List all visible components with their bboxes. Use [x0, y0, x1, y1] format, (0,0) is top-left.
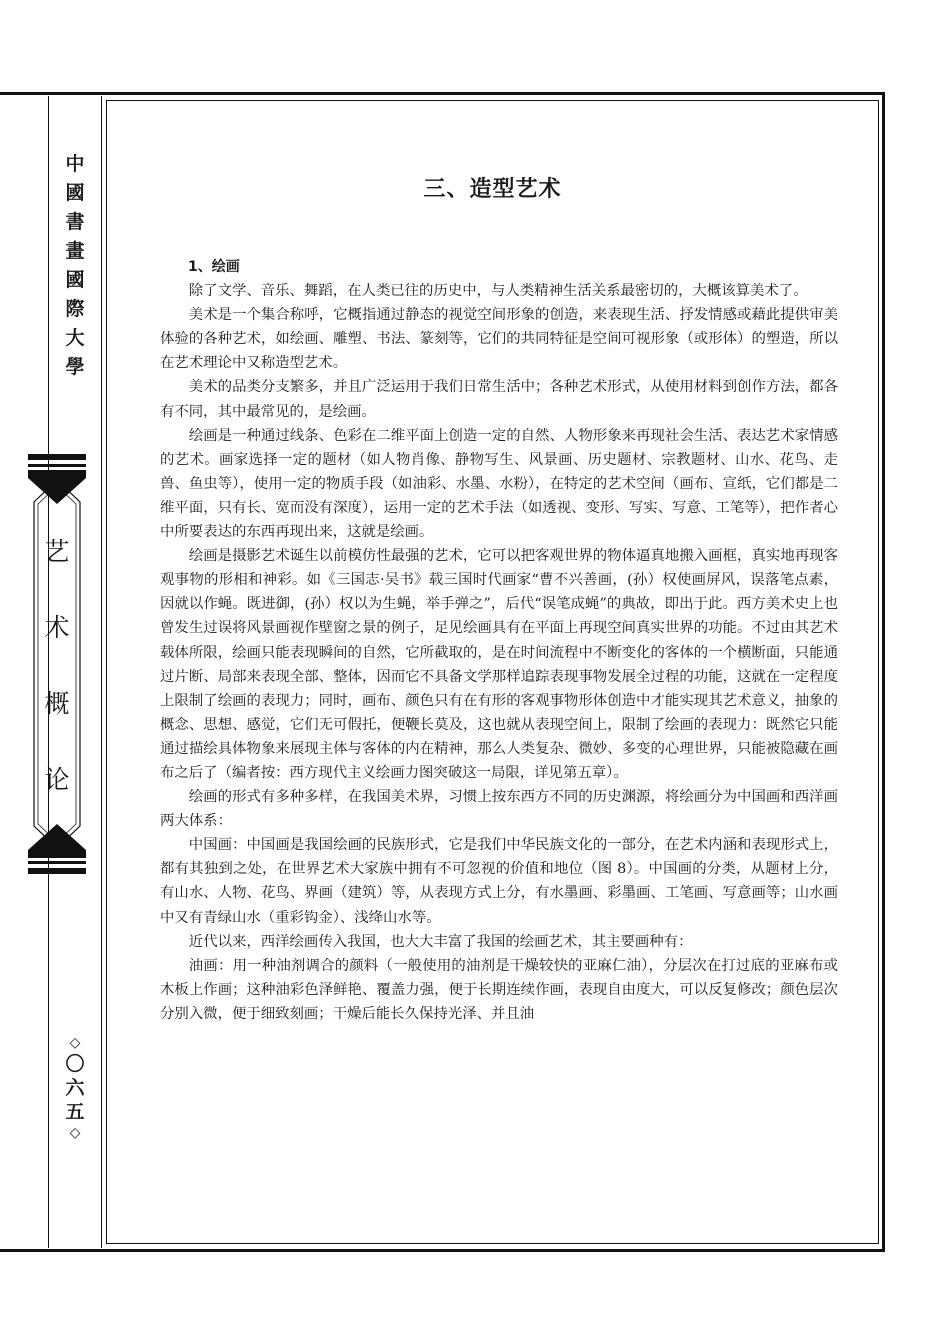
title-char: 术 [44, 613, 70, 642]
paragraph: 油画：用一种油剂调合的颜料（一般使用的油剂是干燥较快的亚麻仁油），分层次在打过底的亚麻布或木板上作画；这种油彩色泽鲜艳、覆盖力强，便于长期连续作画，表现自由度大，可以反复修改；颜色层次分别入微，便于细致刻画；干燥后能长久保持光泽、并且油 [160, 957, 838, 1022]
paragraph: 绘画是一种通过线条、色彩在二维平面上创造一定的自然、人物形象来再现社会生活、表达艺术家情感的艺术。画家选择一定的题材（如人物肖像、静物写生、风景画、历史题材、宗教题材、山水、花鸟、走兽、鱼虫等），使用一定的物质手段（如油彩、水墨、水粉），在特定的艺术空间（画布、宣纸，它们都是二维平面，只有长、宽而没有深度），运用一定的艺术手法（如透视、变形、写实、写意、工笔等），把作者心中所要表达的东西再现出来，这就是绘画。 [160, 427, 838, 541]
spine-char: 大 [65, 327, 85, 349]
title-char: 概 [44, 689, 70, 718]
paragraph: 绘画是摄影艺术诞生以前模仿性最强的艺术，它可以把客观世界的物体逼真地搬入画框，真实地再现客观事物的形相和神彩。如《三国志·吴书》载三国时代画家“曹不兴善画，(孙）权使画屏风，误落笔点素，因就以作蝇。既进御，(孙）权以为生蝇，举手弹之”，后代“误笔成蝇”的典故，即出于此。西方美术史上也曾发生过误将风景画视作壁窗之景的例子，足见绘画具有在平面上再现空间真实世界的功能。不过由其艺术载体所限，绘画只能表现瞬间的自然，它所截取的，是在时间流程中不断变化的客体的一个横断面，只能通过片断、局部来表现全部、整体，因而它不具备文学那样追踪表现事物发展全过程的功能，这就在一定程度上限制了绘画的表现力；同时，画布、颜色只有在有形的客观事物形体创造中才能实现其艺术意义，抽象的概念、思想、感觉，它们无可假托，便鞭长莫及，这也就从表现空间上，限制了绘画的表现力：既然它只能通过描绘具体物象来展现主体与客体的内在精神，那么人类复杂、微妙、多变的心理世界，只能被隐藏在画布之后了（编者按：西方现代主义绘画力图突破这一局限，详见第五章）。 [160, 548, 838, 781]
spine-char: 學 [65, 356, 85, 378]
spine-university-name [48, 150, 102, 382]
diamond-icon: ◇ [69, 1125, 81, 1141]
spine-char: 書 [65, 211, 85, 233]
title-char: 艺 [44, 537, 70, 566]
section-title: 三、造型艺术 [423, 176, 562, 202]
page-number [55, 1034, 95, 1142]
page-number-char: 〇 [65, 1053, 85, 1075]
paragraph: 近代以来，西洋绘画传入我国，也大大丰富了我国的绘画艺术，其主要画种有： [188, 933, 693, 950]
paragraph: 美术的品类分支繁多，并且广泛运用于我们日常生活中；各种艺术形式，从使用材料到创作方法，都各有不同，其中最常见的，是绘画。 [160, 379, 838, 420]
spine-char: 畫 [65, 240, 85, 262]
page-number-char: 五 [65, 1101, 85, 1123]
spine-char: 國 [65, 269, 85, 291]
book-title-cartouche [28, 454, 86, 874]
book-title [28, 514, 86, 818]
spine-char: 際 [65, 298, 85, 320]
diamond-icon: ◇ [69, 1035, 81, 1051]
page-number-char: 六 [65, 1077, 85, 1099]
body-text [160, 255, 838, 1026]
paragraph: 除了文学、音乐、舞蹈，在人类已往的历史中，与人类精神生活关系最密切的，大概该算美术了。 [188, 283, 808, 300]
paragraph: 绘画的形式有多种多样，在我国美术界，习惯上按东西方不同的历史渊源，将绘画分为中国画和西洋画两大体系： [160, 789, 838, 830]
subsection-heading: 1、绘画 [188, 259, 240, 275]
paragraph: 美术是一个集合称呼，它概指通过静态的视觉空间形象的创造，来表现生活、抒发情感或藉此提供审美体验的各种艺术，如绘画、雕塑、书法、篆刻等，它们的共同特征是空间可视形象（或形体）的塑造，所以在艺术理论中又称造型艺术。 [160, 307, 838, 372]
spine-char: 國 [65, 182, 85, 204]
spine-char: 中 [65, 153, 85, 175]
title-char: 论 [44, 765, 70, 794]
paragraph: 中国画：中国画是我国绘画的民族形式，它是我们中华民族文化的一部分，在艺术内涵和表现形式上，都有其独到之处，在世界艺术大家族中拥有不可忽视的价值和地位（图 8）。中国画的分类，从题材上分，有山水、人物、花鸟、界画（建筑）等，从表现方式上分，有水墨画、彩墨画、工笔画、写意画等；山水画中又有青绿山水（重彩钩金）、浅绛山水等。 [160, 837, 838, 926]
